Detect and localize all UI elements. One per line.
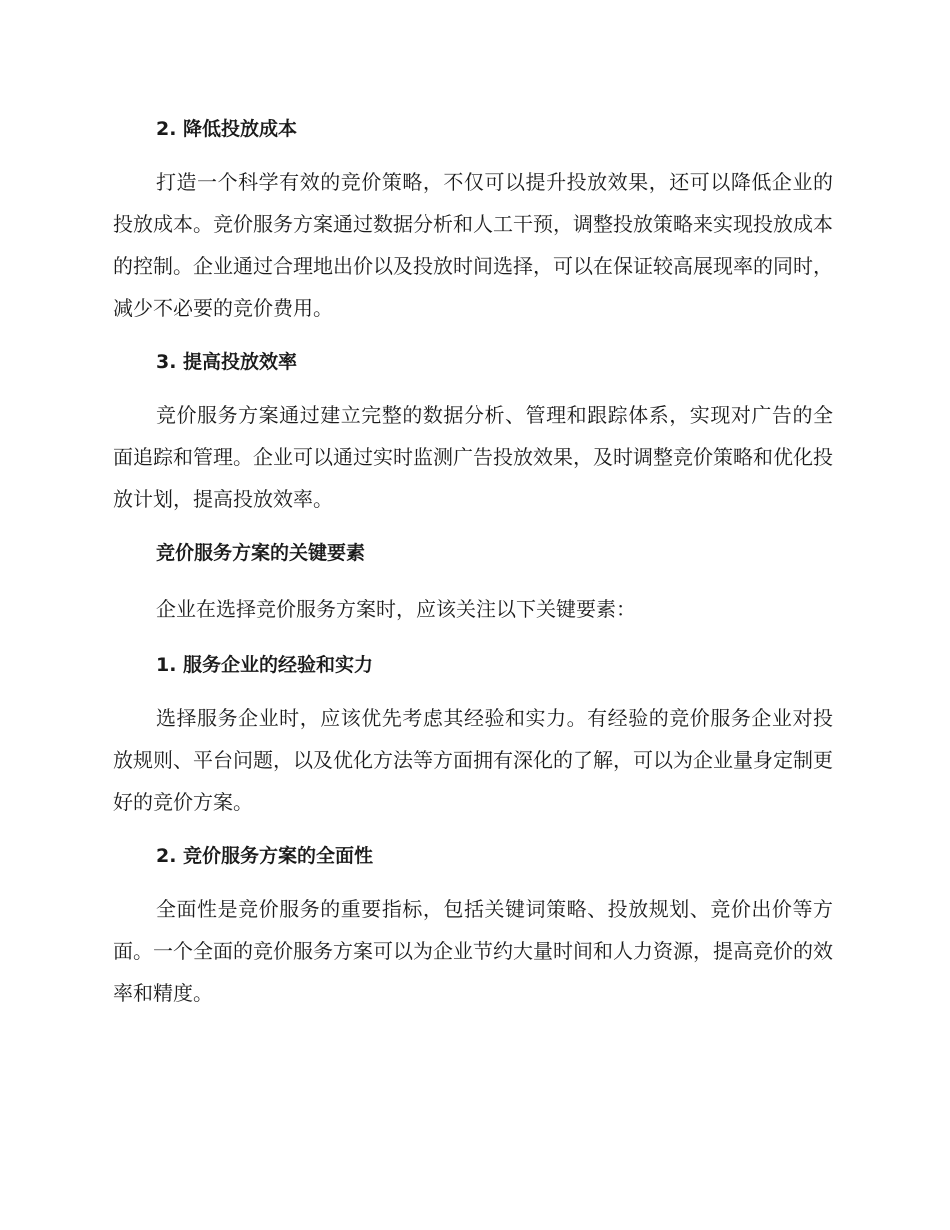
section-heading-key-elements: 竞价服务方案的关键要素 xyxy=(156,542,366,564)
section-paragraph-improve-efficiency: 竞价服务方案通过建立完整的数据分析、管理和跟踪体系，实现对广告的全面追踪和管理。企业可以通过实时监测广告投放效果，及时调整竞价策略和优化投放计划，提高投放效率。 xyxy=(113,403,833,511)
document-page xyxy=(113,108,833,1014)
section-heading-improve-efficiency: 3. 提高投放效率 xyxy=(156,351,298,373)
section-paragraph-key-elements: 企业在选择竞价服务方案时，应该关注以下关键要素： xyxy=(156,597,636,621)
section-heading-experience: 1. 服务企业的经验和实力 xyxy=(156,654,374,676)
section-heading-comprehensiveness: 2. 竞价服务方案的全面性 xyxy=(156,845,374,867)
section-paragraph-experience: 选择服务企业时，应该优先考虑其经验和实力。有经验的竞价服务企业对投放规则、平台问题，以及优化方法等方面拥有深化的了解，可以为企业量身定制更好的竞价方案。 xyxy=(113,706,833,814)
section-paragraph-comprehensiveness: 全面性是竞价服务的重要指标，包括关键词策略、投放规划、竞价出价等方面。一个全面的竞价服务方案可以为企业节约大量时间和人力资源，提高竞价的效率和精度。 xyxy=(113,897,833,1005)
section-paragraph-reduce-cost: 打造一个科学有效的竞价策略，不仅可以提升投放效果，还可以降低企业的投放成本。竞价服务方案通过数据分析和人工干预，调整投放策略来实现投放成本的控制。企业通过合理地出价以及投放时间选择，可以在保证较高展现率的同时，减少不必要的竞价费用。 xyxy=(113,170,833,320)
section-heading-reduce-cost: 2. 降低投放成本 xyxy=(156,118,298,140)
